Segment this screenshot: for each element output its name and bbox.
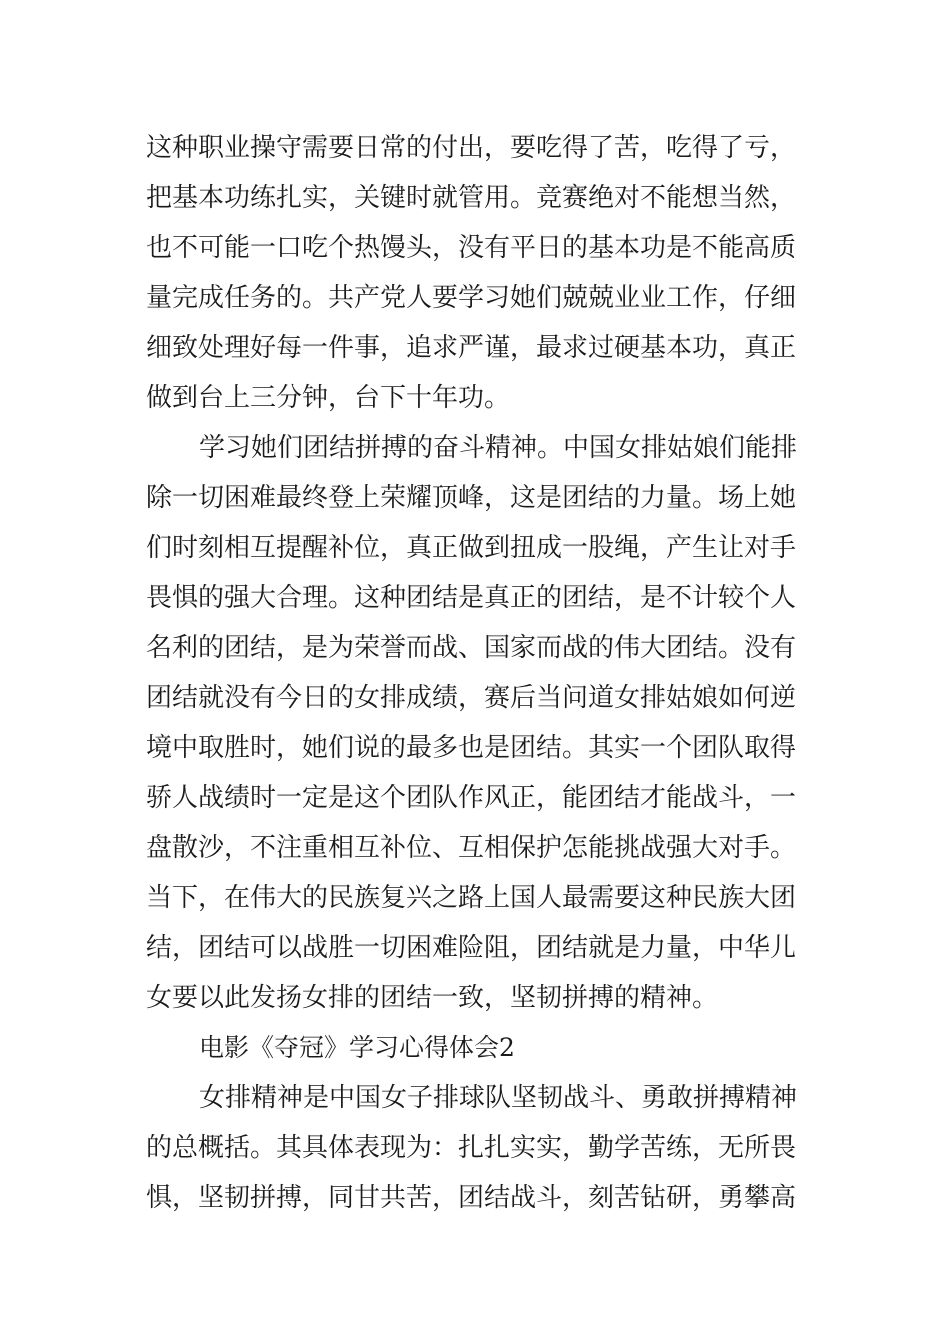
text-line: 畏惧的强大合理。这种团结是真正的团结，是不计较个人	[146, 583, 797, 613]
text-line: 名利的团结，是为荣誉而战、国家而战的伟大团结。没有	[146, 633, 797, 663]
text-line: 也不可能一口吃个热馒头，没有平日的基本功是不能高质	[146, 233, 797, 263]
text-line: 做到台上三分钟，台下十年功。	[146, 383, 511, 413]
paragraph-first-line: 学习她们团结拼搏的奋斗精神。中国女排姑娘们能排	[199, 433, 798, 463]
text-line: 境中取胜时，她们说的最多也是团结。其实一个团队取得	[146, 733, 797, 763]
text-line: 除一切困难最终登上荣耀顶峰，这是团结的力量。场上她	[146, 483, 797, 513]
text-line: 盘散沙，不注重相互补位、互相保护怎能挑战强大对手。	[146, 833, 797, 863]
text-line: 女要以此发扬女排的团结一致，坚韧拼搏的精神。	[146, 983, 719, 1013]
paragraph-first-line: 女排精神是中国女子排球队坚韧战斗、勇敢拼搏精神	[199, 1083, 798, 1113]
section-heading: 电影《夺冠》学习心得体会2	[199, 1033, 515, 1062]
text-line: 团结就没有今日的女排成绩，赛后当问道女排姑娘如何逆	[146, 683, 797, 713]
text-line: 的总概括。其具体表现为：扎扎实实，勤学苦练，无所畏	[146, 1133, 797, 1163]
text-line: 量完成任务的。共产党人要学习她们兢兢业业工作，仔细	[146, 283, 797, 313]
text-line: 骄人战绩时一定是这个团队作风正，能团结才能战斗，一	[146, 783, 797, 813]
text-line: 这种职业操守需要日常的付出，要吃得了苦，吃得了亏，	[146, 133, 797, 163]
text-line: 细致处理好每一件事，追求严谨，最求过硬基本功，真正	[146, 333, 797, 363]
text-line: 惧，坚韧拼搏，同甘共苦，团结战斗，刻苦钻研，勇攀高	[146, 1183, 797, 1213]
text-line: 把基本功练扎实，关键时就管用。竞赛绝对不能想当然，	[146, 183, 797, 213]
text-line: 们时刻相互提醒补位，真正做到扭成一股绳，产生让对手	[146, 533, 797, 563]
text-line: 当下，在伟大的民族复兴之路上国人最需要这种民族大团	[146, 883, 797, 913]
text-line: 结，团结可以战胜一切困难险阻，团结就是力量，中华儿	[146, 933, 797, 963]
